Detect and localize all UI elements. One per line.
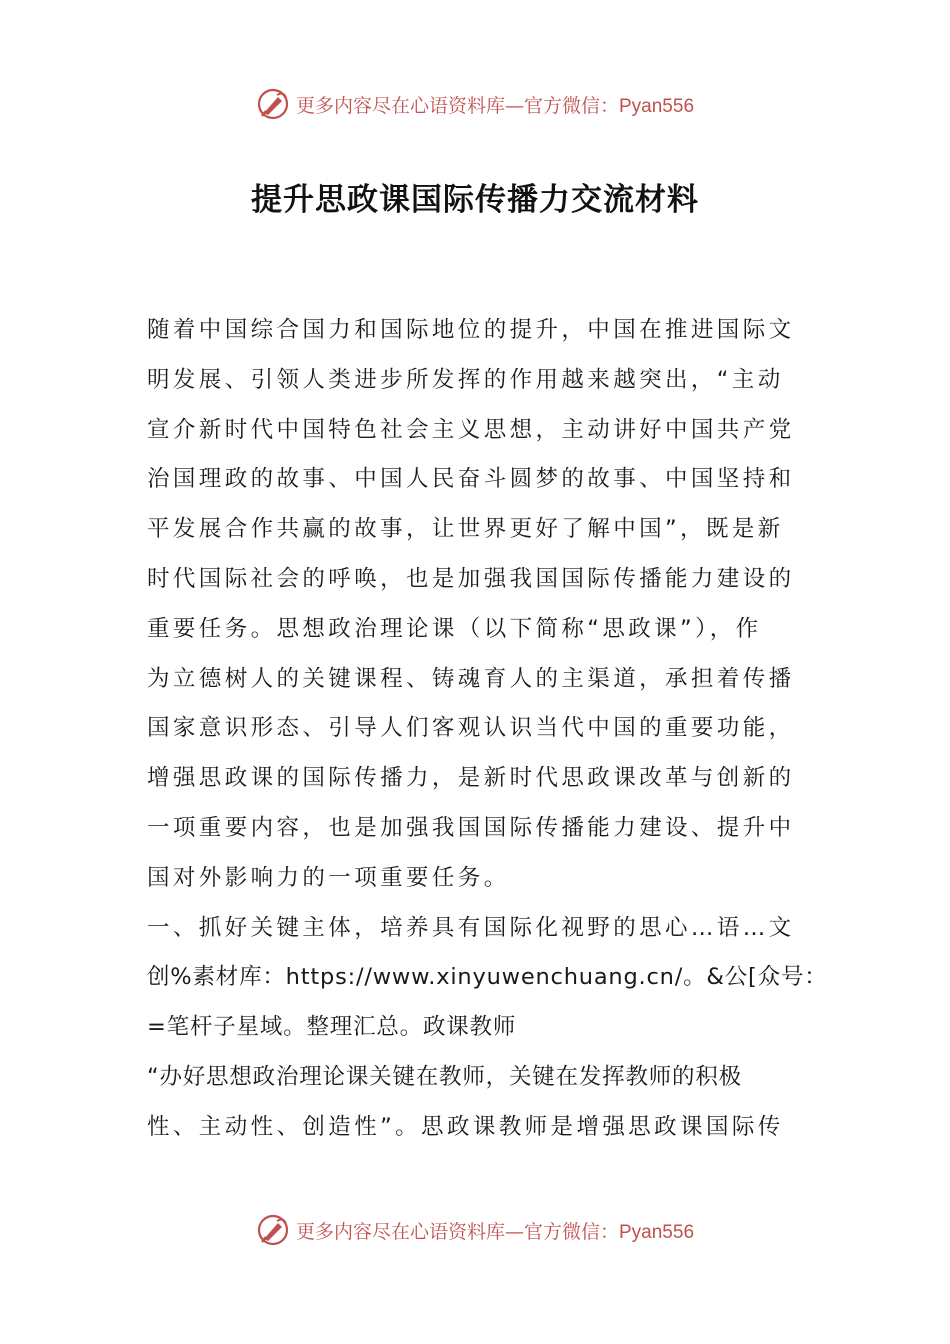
body-line: 重要任务。思想政治理论课（以下简称“思政课”），作 — [147, 615, 762, 642]
pen-nib-circle-icon — [256, 1213, 290, 1247]
body-line: 时代国际社会的呼唤，也是加强我国国际传播能力建设的 — [147, 565, 795, 592]
footer-banner-wechat-id: Pyan556 — [619, 1221, 695, 1243]
body-line: 宣介新时代中国特色社会主义思想，主动讲好中国共产党 — [147, 416, 795, 443]
header-banner-text — [296, 91, 694, 118]
footer-banner — [0, 1210, 950, 1250]
pen-nib-circle-icon — [256, 87, 290, 121]
body-line: 明发展、引领人类进步所发挥的作用越来越突出，“主动 — [147, 366, 784, 393]
footer-banner-label: 更多内容尽在心语资料库—官方微信： — [295, 1220, 619, 1243]
body-line: 增强思政课的国际传播力，是新时代思政课改革与创新的 — [147, 765, 795, 792]
body-line: 国家意识形态、引导人们客观认识当代中国的重要功能， — [147, 715, 795, 742]
body-line: 为立德树人的关键课程、铸魂育人的主渠道，承担着传播 — [147, 665, 795, 692]
body-line: 平发展合作共赢的故事，让世界更好了解中国”，既是新 — [147, 516, 784, 543]
section-heading-line: 一、抓好关键主体，培养具有国际化视野的思心…语…文 — [147, 914, 795, 941]
body-line: “办好思想政治理论课关键在教师，关键在发挥教师的积极 — [147, 1063, 742, 1090]
footer-banner-text — [296, 1217, 694, 1244]
document-title: 提升思政课国际传播力交流材料 — [251, 182, 699, 218]
body-line: =笔杆子星域。整理汇总。政课教师 — [147, 1014, 517, 1041]
body-line: 国对外影响力的一项重要任务。 — [147, 864, 510, 891]
header-banner-wechat-id: Pyan556 — [619, 95, 695, 117]
body-line: 随着中国综合国力和国际地位的提升，中国在推进国际文 — [147, 317, 795, 343]
document-body — [147, 306, 828, 1153]
header-banner-label: 更多内容尽在心语资料库—官方微信： — [295, 94, 619, 117]
body-line: 治国理政的故事、中国人民奋斗圆梦的故事、中国坚持和 — [147, 466, 795, 493]
body-line: 创%素材库：https://www.xinyuwenchuang.cn/。&公[众号： — [147, 964, 828, 991]
header-banner — [0, 84, 950, 124]
body-line: 性、主动性、创造性”。思政课教师是增强思政课国际传 — [147, 1113, 784, 1140]
body-line: 一项重要内容，也是加强我国国际传播能力建设、提升中 — [147, 814, 795, 841]
